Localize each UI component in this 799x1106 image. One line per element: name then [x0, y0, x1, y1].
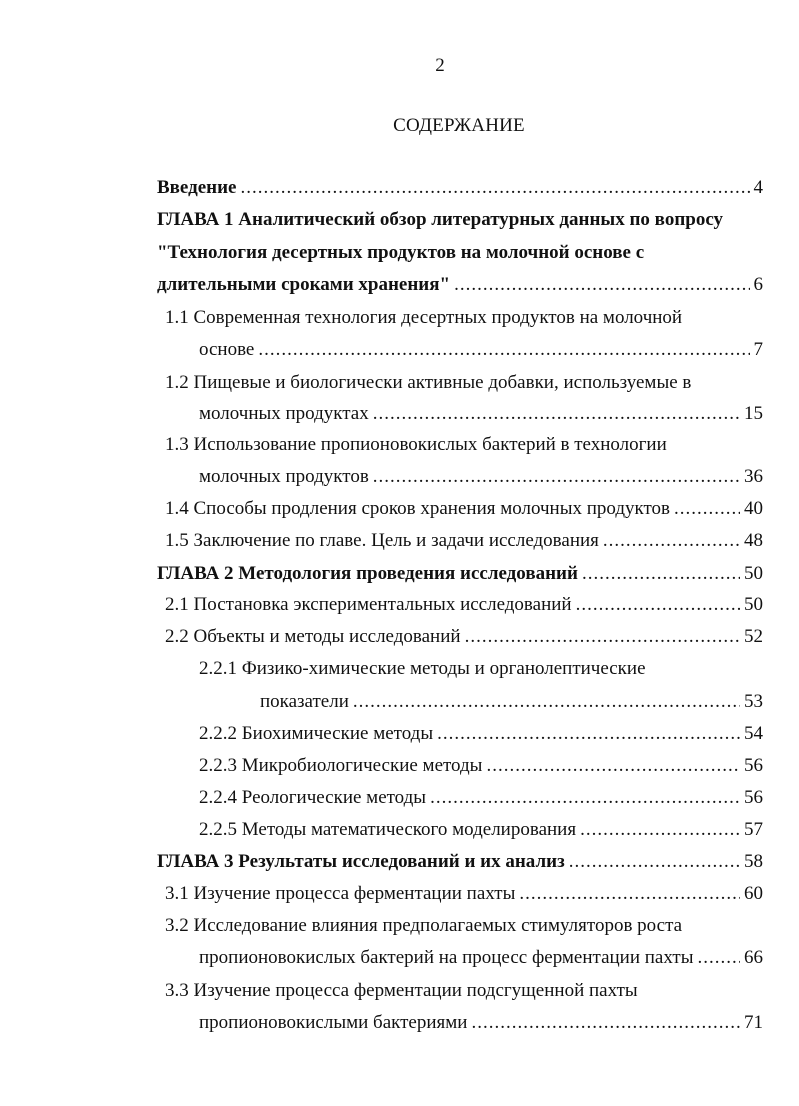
leader-dots: [580, 817, 740, 843]
toc-page-number: 4: [753, 177, 763, 198]
toc-entry-text: 2.2.3 Микробиологические методы: [199, 755, 483, 776]
toc-entry-text: ГЛАВА 3 Результаты исследований и их анализ: [157, 851, 565, 872]
leader-dots: [353, 689, 740, 715]
leader-dots: [471, 1010, 740, 1036]
toc-page-number: 40: [744, 498, 763, 519]
toc-entry-subsection-2-2-5: [199, 817, 763, 843]
page-title: СОДЕРЖАНИЕ: [393, 115, 525, 136]
toc-entry-subsection-2-2-4: [199, 785, 763, 811]
toc-entry-section-2-1: [165, 592, 763, 618]
toc-entry-text: 2.2.2 Биохимические методы: [199, 723, 434, 744]
toc-entry-text: 2.2.4 Реологические методы: [199, 787, 427, 808]
leader-dots: [430, 785, 740, 811]
toc-page-number: 60: [744, 883, 763, 904]
toc-page-number: 48: [744, 530, 763, 551]
toc-entry-text: основе: [199, 339, 255, 360]
toc-entry-chapter-1: [157, 272, 763, 298]
toc-entry-subsection-2-2-3: [199, 753, 763, 779]
toc-subsection-2-2-1-line1: 2.2.1 Физико-химические методы и органолептические: [199, 658, 646, 679]
toc-page-number: 50: [744, 594, 763, 615]
toc-page-number: 53: [744, 691, 763, 712]
toc-entry-text: 3.1 Изучение процесса ферментации пахты: [165, 883, 516, 904]
toc-section-3-3-line1: 3.3 Изучение процесса ферментации подсгущенной пахты: [165, 980, 638, 1001]
toc-entry-text: 2.1 Постановка экспериментальных исследований: [165, 594, 572, 615]
toc-entry-text: ГЛАВА 2 Методология проведения исследований: [157, 563, 578, 584]
leader-dots: [454, 272, 749, 298]
toc-entry-subsection-2-2-1: [260, 689, 763, 715]
toc-page-number: 50: [744, 563, 763, 584]
toc-entry-text: показатели: [260, 691, 349, 712]
toc-entry-introduction: [157, 175, 763, 201]
toc-page-number: 36: [744, 466, 763, 487]
leader-dots: [373, 464, 740, 490]
leader-dots: [373, 401, 740, 427]
toc-entry-text: молочных продуктов: [199, 466, 369, 487]
toc-entry-text: 1.4 Способы продления сроков хранения молочных продуктов: [165, 498, 671, 519]
leader-dots: [576, 592, 740, 618]
leader-dots: [437, 721, 740, 747]
toc-entry-chapter-2: [157, 561, 763, 587]
toc-entry-section-1-2: [199, 401, 763, 427]
toc-entry-section-1-5: [165, 528, 763, 554]
toc-page-number: 6: [753, 274, 763, 295]
toc-page-number: 52: [744, 626, 763, 647]
toc-entry-text: пропионовокислых бактерий на процесс ферментации пахты: [199, 947, 694, 968]
leader-dots: [674, 496, 740, 522]
toc-entry-section-2-2: [165, 624, 763, 650]
toc-page-number: 71: [744, 1012, 763, 1033]
page-number: 2: [435, 55, 445, 76]
toc-entry-section-3-1: [165, 881, 763, 907]
toc-entry-text: пропионовокислыми бактериями: [199, 1012, 468, 1033]
toc-page-number: 15: [744, 403, 763, 424]
toc-entry-section-1-4: [165, 496, 763, 522]
toc-section-1-2-line1: 1.2 Пищевые и биологически активные добавки, используемые в: [165, 372, 692, 393]
leader-dots: [697, 945, 740, 971]
toc-page-number: 56: [744, 787, 763, 808]
toc-page-number: 54: [744, 723, 763, 744]
toc-entry-text: молочных продуктах: [199, 403, 369, 424]
toc-entry-section-1-3: [199, 464, 763, 490]
toc-entry-section-3-2: [199, 945, 763, 971]
leader-dots: [519, 881, 740, 907]
toc-entry-text: 2.2 Объекты и методы исследований: [165, 626, 461, 647]
toc-section-3-2-line1: 3.2 Исследование влияния предполагаемых стимуляторов роста: [165, 915, 683, 936]
toc-entry-text: длительными сроками хранения": [157, 274, 451, 295]
leader-dots: [569, 849, 740, 875]
toc-entry-section-1-1: [199, 337, 763, 363]
leader-dots: [465, 624, 740, 650]
toc-entry-section-3-3: [199, 1010, 763, 1036]
toc-page-number: 57: [744, 819, 763, 840]
toc-chapter-1-line1: ГЛАВА 1 Аналитический обзор литературных данных по вопросу: [157, 209, 724, 230]
toc-page-number: 56: [744, 755, 763, 776]
leader-dots: [241, 175, 750, 201]
toc-page-number: 66: [744, 947, 763, 968]
toc-entry-text: 2.2.5 Методы математического моделирования: [199, 819, 577, 840]
toc-chapter-1-line2: "Технология десертных продуктов на молочной основе с: [157, 242, 645, 263]
toc-section-1-3-line1: 1.3 Использование пропионовокислых бактерий в технологии: [165, 434, 667, 455]
toc-entry-text: Введение: [157, 177, 237, 198]
leader-dots: [603, 528, 740, 554]
toc-page-number: 58: [744, 851, 763, 872]
toc-section-1-1-line1: 1.1 Современная технология десертных продуктов на молочной: [165, 307, 683, 328]
leader-dots: [486, 753, 740, 779]
toc-entry-subsection-2-2-2: [199, 721, 763, 747]
leader-dots: [582, 561, 740, 587]
toc-entry-chapter-3: [157, 849, 763, 875]
toc-entry-text: 1.5 Заключение по главе. Цель и задачи исследования: [165, 530, 599, 551]
toc-page-number: 7: [753, 339, 763, 360]
leader-dots: [258, 337, 749, 363]
